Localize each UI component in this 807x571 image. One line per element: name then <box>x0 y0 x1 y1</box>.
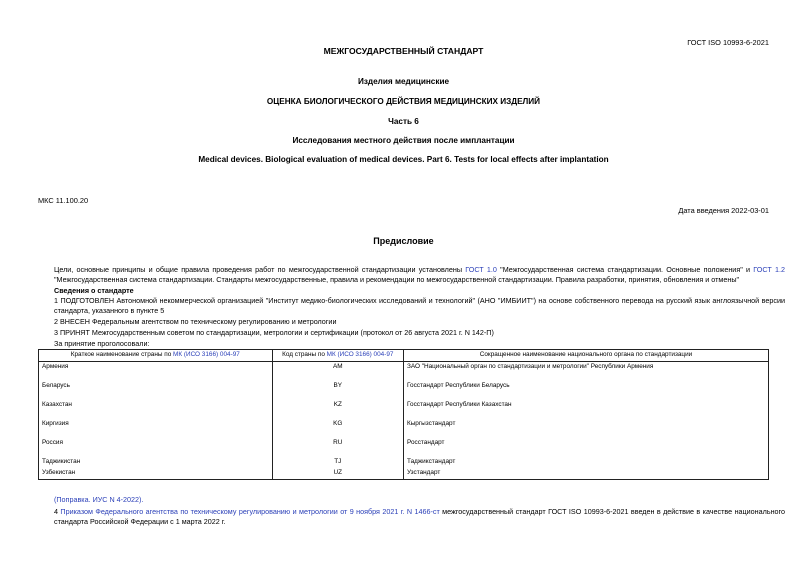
p8-text-a: 4 <box>54 507 61 516</box>
cell-body: Кыргызстандарт <box>403 419 768 438</box>
cell-body: Госстандарт Республики Беларусь <box>403 381 768 400</box>
table-row <box>39 419 769 438</box>
title-line-1: Изделия медицинские <box>357 77 450 86</box>
title-line-4: Исследования местного действия после имплантации <box>292 136 515 145</box>
link-mk-ison-1[interactable]: МК (ИСО 3166) 004-97 <box>173 351 240 358</box>
link-order-1466[interactable]: Приказом Федерального агентства по техническому регулированию и метрологии от 9 ноября 2021 г. N 1466-ст <box>60 507 440 516</box>
intro-date: Дата введения 2022-03-01 <box>678 206 769 215</box>
link-mk-ison-2[interactable]: МК (ИСО 3166) 004-97 <box>326 351 394 358</box>
cell-code: RU <box>272 438 403 457</box>
cell-code: KG <box>272 419 403 438</box>
cell-country: Таджикистан <box>39 457 273 468</box>
table-row <box>39 438 769 457</box>
title-line-2: ОЦЕНКА БИОЛОГИЧЕСКОГО ДЕЙСТВИЯ МЕДИЦИНСКИХ ИЗДЕЛИЙ <box>266 97 541 106</box>
paragraph-voted: За принятие проголосовали: <box>54 339 150 348</box>
cell-body: Узстандарт <box>403 468 768 480</box>
paragraph-order <box>38 507 785 527</box>
gost-code: ГОСТ ISO 10993-6-2021 <box>687 38 769 47</box>
p1-text-c: "Межгосударственная система стандартизации. Стандарты межгосударственные, правила и рекомендации по межгосударственной стандартизации. Правила разработки, принятия, обновления и отмены" <box>54 275 740 284</box>
cell-country: Армения <box>39 362 273 382</box>
cell-country: Беларусь <box>39 381 273 400</box>
cell-code: BY <box>272 381 403 400</box>
voting-countries-table <box>38 349 769 480</box>
cell-country: Казахстан <box>39 400 273 419</box>
cell-country: Россия <box>39 438 273 457</box>
mks-code: МКС 11.100.20 <box>38 196 89 205</box>
table-row <box>39 400 769 419</box>
cell-body: ЗАО "Национальный орган по стандартизации и метрологии" Республики Армения <box>403 362 768 382</box>
cell-code: AM <box>272 362 403 382</box>
title-english: Medical devices. Biological evaluation of medical devices. Part 6. Tests for local effects after implantation <box>198 155 609 164</box>
paragraph-prepared: 1 ПОДГОТОВЛЕН Автономной некоммерческой организацией "Институт медико-биологических исследований и технологий" (АНО "ИМБИИТ") на основе собственного перевода на русский язык англоязычной версии стандарта, указанного в пункте 5 <box>54 296 785 315</box>
col-header-country: Краткое наименование страны по МК (ИСО 3166) 004-97 <box>39 350 273 362</box>
link-ius[interactable]: ИУС N 4-2022). <box>92 495 144 504</box>
cell-body: Госстандарт Республики Казахстан <box>403 400 768 419</box>
cell-code: KZ <box>272 400 403 419</box>
cell-country: Узбекистан <box>39 468 273 480</box>
link-gost-1-0[interactable]: ГОСТ 1.0 <box>465 265 497 274</box>
cell-body: Росстандарт <box>403 438 768 457</box>
table-row <box>39 457 769 468</box>
standard-info-heading: Сведения о стандарте <box>54 286 134 295</box>
table-header-row <box>39 350 769 362</box>
table-row <box>39 362 769 382</box>
cell-body: Таджикстандарт <box>403 457 768 468</box>
paragraph-submitted: 2 ВНЕСЕН Федеральным агентством по техническому регулированию и метрологии <box>54 317 337 326</box>
table-row <box>39 468 769 480</box>
standard-type: МЕЖГОСУДАРСТВЕННЫЙ СТАНДАРТ <box>323 46 484 56</box>
cell-code: UZ <box>272 468 403 480</box>
table-row <box>39 381 769 400</box>
amendment-label: (Поправка. <box>54 495 93 504</box>
amendment-note <box>54 495 143 505</box>
p1-text-b: "Межгосударственная система стандартизации. Основные положения" и <box>496 265 754 274</box>
foreword-heading: Предисловие <box>373 236 434 246</box>
col-header-code: Код страны по МК (ИСО 3166) 004-97 <box>272 350 403 362</box>
cell-code: TJ <box>272 457 403 468</box>
col-header-body: Сокращенное наименование национального органа по стандартизации <box>403 350 768 362</box>
cell-country: Киргизия <box>39 419 273 438</box>
p1-text-a: Цели, основные принципы и общие правила проведения работ по межгосударственной стандартизации установлены <box>54 265 466 274</box>
p8-text-b: межгосударственный стандарт ГОСТ ISO 10993-6-2021 введен в действие в качестве национального стандарта Российской Федерации с 1 марта 2022 г. <box>54 507 785 526</box>
title-part: Часть 6 <box>388 117 419 126</box>
paragraph-principles <box>38 265 785 285</box>
link-gost-1-2[interactable]: ГОСТ 1.2 <box>753 265 785 274</box>
paragraph-adopted: 3 ПРИНЯТ Межгосударственным советом по стандартизации, метрологии и сертификации (протокол от 26 августа 2021 г. N 142-П) <box>54 328 494 337</box>
